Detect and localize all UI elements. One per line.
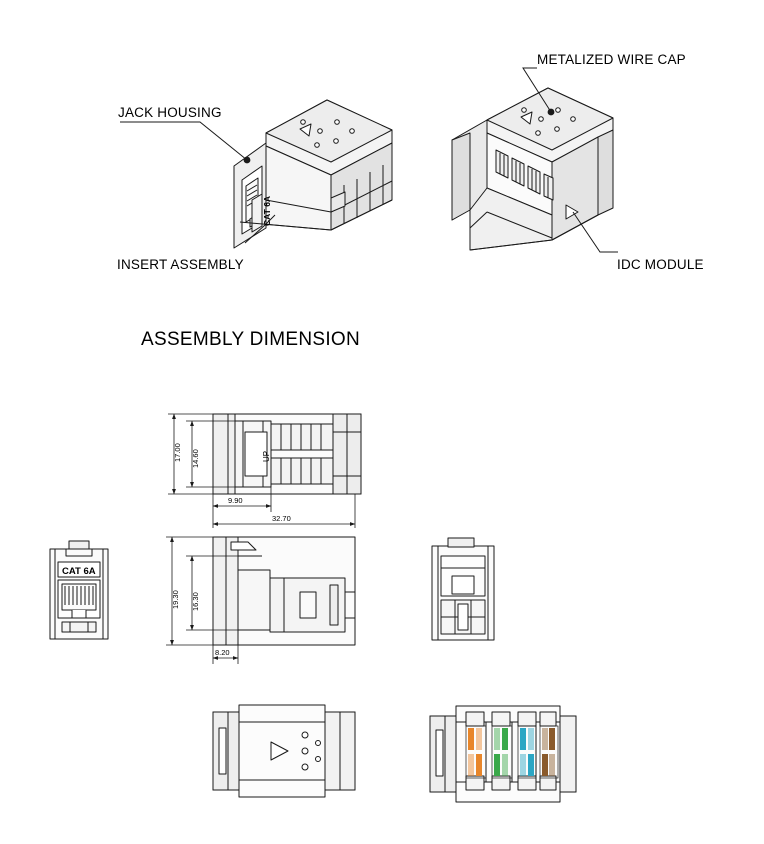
iso-jack-left bbox=[234, 100, 392, 248]
side-view-jack bbox=[213, 537, 355, 645]
front-view-jack bbox=[50, 541, 108, 639]
dimension-16-30: 16.30 bbox=[191, 592, 200, 611]
callout-label-idc-module: IDC MODULE bbox=[617, 257, 704, 272]
dimension-14-60: 14.60 bbox=[191, 449, 200, 468]
bottom-view-jack bbox=[213, 705, 355, 797]
callout-label-jack-housing: JACK HOUSING bbox=[118, 105, 222, 120]
callout-label-insert-assembly: INSERT ASSEMBLY bbox=[117, 257, 244, 272]
top-view-jack bbox=[213, 414, 361, 494]
cat6a-marking-label-iso: CAT 6A bbox=[262, 195, 272, 226]
dimension-9-90: 9.90 bbox=[228, 496, 243, 505]
dimension-32-70: 32.70 bbox=[272, 514, 291, 523]
dimension-8-20: 8.20 bbox=[215, 648, 230, 657]
iso-jack-right bbox=[452, 88, 613, 250]
dimension-17-00: 17.00 bbox=[173, 443, 182, 462]
leader-jack-housing bbox=[120, 122, 247, 160]
up-marking-label: UP bbox=[262, 450, 271, 462]
cat6a-marking-label: CAT 6A bbox=[62, 566, 96, 577]
callout-label-metalized-wire-cap: METALIZED WIRE CAP bbox=[537, 52, 686, 67]
dimension-19-30: 19.30 bbox=[171, 590, 180, 609]
rear-view-jack bbox=[432, 538, 494, 640]
section-title-assembly-dimension: ASSEMBLY DIMENSION bbox=[141, 329, 361, 350]
